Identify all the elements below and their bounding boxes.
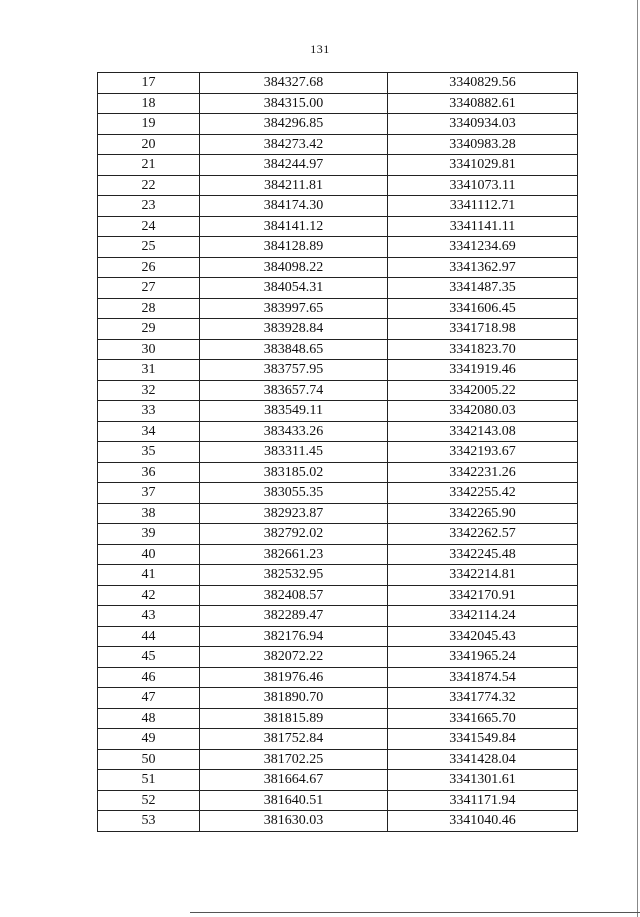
point-number-cell: 47 xyxy=(98,688,200,709)
x-coordinate-cell: 381815.89 xyxy=(200,708,388,729)
y-coordinate-cell: 3342114.24 xyxy=(388,606,578,627)
x-coordinate-cell: 382532.95 xyxy=(200,565,388,586)
point-number-cell: 17 xyxy=(98,73,200,94)
x-coordinate-cell: 382072.22 xyxy=(200,647,388,668)
x-coordinate-cell: 384174.30 xyxy=(200,196,388,217)
x-coordinate-cell: 381640.51 xyxy=(200,790,388,811)
table-row xyxy=(98,93,578,114)
table-row xyxy=(98,134,578,155)
table-row xyxy=(98,73,578,94)
y-coordinate-cell: 3341362.97 xyxy=(388,257,578,278)
x-coordinate-cell: 381702.25 xyxy=(200,749,388,770)
point-number-cell: 51 xyxy=(98,770,200,791)
table-row xyxy=(98,401,578,422)
point-number-cell: 32 xyxy=(98,380,200,401)
point-number-cell: 22 xyxy=(98,175,200,196)
x-coordinate-cell: 384141.12 xyxy=(200,216,388,237)
point-number-cell: 43 xyxy=(98,606,200,627)
x-coordinate-cell: 384296.85 xyxy=(200,114,388,135)
x-coordinate-cell: 383433.26 xyxy=(200,421,388,442)
table-row xyxy=(98,729,578,750)
point-number-cell: 46 xyxy=(98,667,200,688)
y-coordinate-cell: 3341549.84 xyxy=(388,729,578,750)
point-number-cell: 44 xyxy=(98,626,200,647)
table-row xyxy=(98,708,578,729)
point-number-cell: 53 xyxy=(98,811,200,832)
page-edge-right xyxy=(637,0,638,917)
y-coordinate-cell: 3340983.28 xyxy=(388,134,578,155)
table-row xyxy=(98,216,578,237)
table-row xyxy=(98,585,578,606)
y-coordinate-cell: 3342262.57 xyxy=(388,524,578,545)
x-coordinate-cell: 381752.84 xyxy=(200,729,388,750)
table-row xyxy=(98,483,578,504)
x-coordinate-cell: 384098.22 xyxy=(200,257,388,278)
x-coordinate-cell: 382408.57 xyxy=(200,585,388,606)
y-coordinate-cell: 3341112.71 xyxy=(388,196,578,217)
x-coordinate-cell: 381890.70 xyxy=(200,688,388,709)
point-number-cell: 26 xyxy=(98,257,200,278)
x-coordinate-cell: 382289.47 xyxy=(200,606,388,627)
y-coordinate-cell: 3340829.56 xyxy=(388,73,578,94)
y-coordinate-cell: 3341301.61 xyxy=(388,770,578,791)
table-row xyxy=(98,544,578,565)
point-number-cell: 45 xyxy=(98,647,200,668)
table-row xyxy=(98,339,578,360)
y-coordinate-cell: 3341428.04 xyxy=(388,749,578,770)
x-coordinate-cell: 382176.94 xyxy=(200,626,388,647)
x-coordinate-cell: 384327.68 xyxy=(200,73,388,94)
x-coordinate-cell: 383549.11 xyxy=(200,401,388,422)
table-row xyxy=(98,524,578,545)
point-number-cell: 28 xyxy=(98,298,200,319)
point-number-cell: 19 xyxy=(98,114,200,135)
table-row xyxy=(98,688,578,709)
y-coordinate-cell: 3342193.67 xyxy=(388,442,578,463)
y-coordinate-cell: 3342005.22 xyxy=(388,380,578,401)
y-coordinate-cell: 3341487.35 xyxy=(388,278,578,299)
table-body xyxy=(98,73,578,832)
y-coordinate-cell: 3342214.81 xyxy=(388,565,578,586)
table-row xyxy=(98,360,578,381)
x-coordinate-cell: 382661.23 xyxy=(200,544,388,565)
y-coordinate-cell: 3340882.61 xyxy=(388,93,578,114)
point-number-cell: 20 xyxy=(98,134,200,155)
point-number-cell: 48 xyxy=(98,708,200,729)
x-coordinate-cell: 384244.97 xyxy=(200,155,388,176)
point-number-cell: 34 xyxy=(98,421,200,442)
point-number-cell: 42 xyxy=(98,585,200,606)
table-row xyxy=(98,667,578,688)
coordinate-table xyxy=(97,72,578,832)
table-row xyxy=(98,647,578,668)
table-row xyxy=(98,503,578,524)
y-coordinate-cell: 3341171.94 xyxy=(388,790,578,811)
y-coordinate-cell: 3341073.11 xyxy=(388,175,578,196)
point-number-cell: 24 xyxy=(98,216,200,237)
point-number-cell: 30 xyxy=(98,339,200,360)
y-coordinate-cell: 3340934.03 xyxy=(388,114,578,135)
x-coordinate-cell: 383757.95 xyxy=(200,360,388,381)
y-coordinate-cell: 3341718.98 xyxy=(388,319,578,340)
point-number-cell: 41 xyxy=(98,565,200,586)
table-row xyxy=(98,421,578,442)
point-number-cell: 40 xyxy=(98,544,200,565)
point-number-cell: 52 xyxy=(98,790,200,811)
table-row xyxy=(98,196,578,217)
table-row xyxy=(98,790,578,811)
y-coordinate-cell: 3341774.32 xyxy=(388,688,578,709)
table-row xyxy=(98,155,578,176)
y-coordinate-cell: 3342265.90 xyxy=(388,503,578,524)
point-number-cell: 36 xyxy=(98,462,200,483)
table-row xyxy=(98,626,578,647)
table-row xyxy=(98,380,578,401)
point-number-cell: 37 xyxy=(98,483,200,504)
y-coordinate-cell: 3341234.69 xyxy=(388,237,578,258)
point-number-cell: 35 xyxy=(98,442,200,463)
x-coordinate-cell: 383848.65 xyxy=(200,339,388,360)
y-coordinate-cell: 3341665.70 xyxy=(388,708,578,729)
table-row xyxy=(98,749,578,770)
y-coordinate-cell: 3341874.54 xyxy=(388,667,578,688)
table-row xyxy=(98,237,578,258)
x-coordinate-cell: 383657.74 xyxy=(200,380,388,401)
x-coordinate-cell: 383997.65 xyxy=(200,298,388,319)
point-number-cell: 21 xyxy=(98,155,200,176)
table-row xyxy=(98,257,578,278)
table-row xyxy=(98,770,578,791)
page-number: 131 xyxy=(310,42,330,56)
x-coordinate-cell: 384273.42 xyxy=(200,134,388,155)
x-coordinate-cell: 383311.45 xyxy=(200,442,388,463)
table-row xyxy=(98,298,578,319)
y-coordinate-cell: 3341029.81 xyxy=(388,155,578,176)
point-number-cell: 23 xyxy=(98,196,200,217)
table-row xyxy=(98,462,578,483)
y-coordinate-cell: 3342231.26 xyxy=(388,462,578,483)
point-number-cell: 25 xyxy=(98,237,200,258)
y-coordinate-cell: 3342045.43 xyxy=(388,626,578,647)
point-number-cell: 33 xyxy=(98,401,200,422)
point-number-cell: 18 xyxy=(98,93,200,114)
y-coordinate-cell: 3341965.24 xyxy=(388,647,578,668)
y-coordinate-cell: 3341040.46 xyxy=(388,811,578,832)
y-coordinate-cell: 3341141.11 xyxy=(388,216,578,237)
x-coordinate-cell: 381630.03 xyxy=(200,811,388,832)
point-number-cell: 27 xyxy=(98,278,200,299)
table-row xyxy=(98,442,578,463)
x-coordinate-cell: 384315.00 xyxy=(200,93,388,114)
table-row xyxy=(98,175,578,196)
point-number-cell: 49 xyxy=(98,729,200,750)
point-number-cell: 39 xyxy=(98,524,200,545)
page-edge-bottom xyxy=(190,912,640,913)
table-row xyxy=(98,114,578,135)
x-coordinate-cell: 384211.81 xyxy=(200,175,388,196)
y-coordinate-cell: 3341606.45 xyxy=(388,298,578,319)
point-number-cell: 38 xyxy=(98,503,200,524)
x-coordinate-cell: 384054.31 xyxy=(200,278,388,299)
y-coordinate-cell: 3342080.03 xyxy=(388,401,578,422)
table-row xyxy=(98,319,578,340)
table-row xyxy=(98,811,578,832)
point-number-cell: 31 xyxy=(98,360,200,381)
y-coordinate-cell: 3341823.70 xyxy=(388,339,578,360)
table-row xyxy=(98,278,578,299)
y-coordinate-cell: 3342170.91 xyxy=(388,585,578,606)
x-coordinate-cell: 383185.02 xyxy=(200,462,388,483)
x-coordinate-cell: 381664.67 xyxy=(200,770,388,791)
point-number-cell: 50 xyxy=(98,749,200,770)
y-coordinate-cell: 3342143.08 xyxy=(388,421,578,442)
y-coordinate-cell: 3342255.42 xyxy=(388,483,578,504)
x-coordinate-cell: 383928.84 xyxy=(200,319,388,340)
x-coordinate-cell: 382792.02 xyxy=(200,524,388,545)
x-coordinate-cell: 382923.87 xyxy=(200,503,388,524)
y-coordinate-cell: 3341919.46 xyxy=(388,360,578,381)
x-coordinate-cell: 381976.46 xyxy=(200,667,388,688)
table-row xyxy=(98,565,578,586)
point-number-cell: 29 xyxy=(98,319,200,340)
table-row xyxy=(98,606,578,627)
x-coordinate-cell: 383055.35 xyxy=(200,483,388,504)
x-coordinate-cell: 384128.89 xyxy=(200,237,388,258)
y-coordinate-cell: 3342245.48 xyxy=(388,544,578,565)
